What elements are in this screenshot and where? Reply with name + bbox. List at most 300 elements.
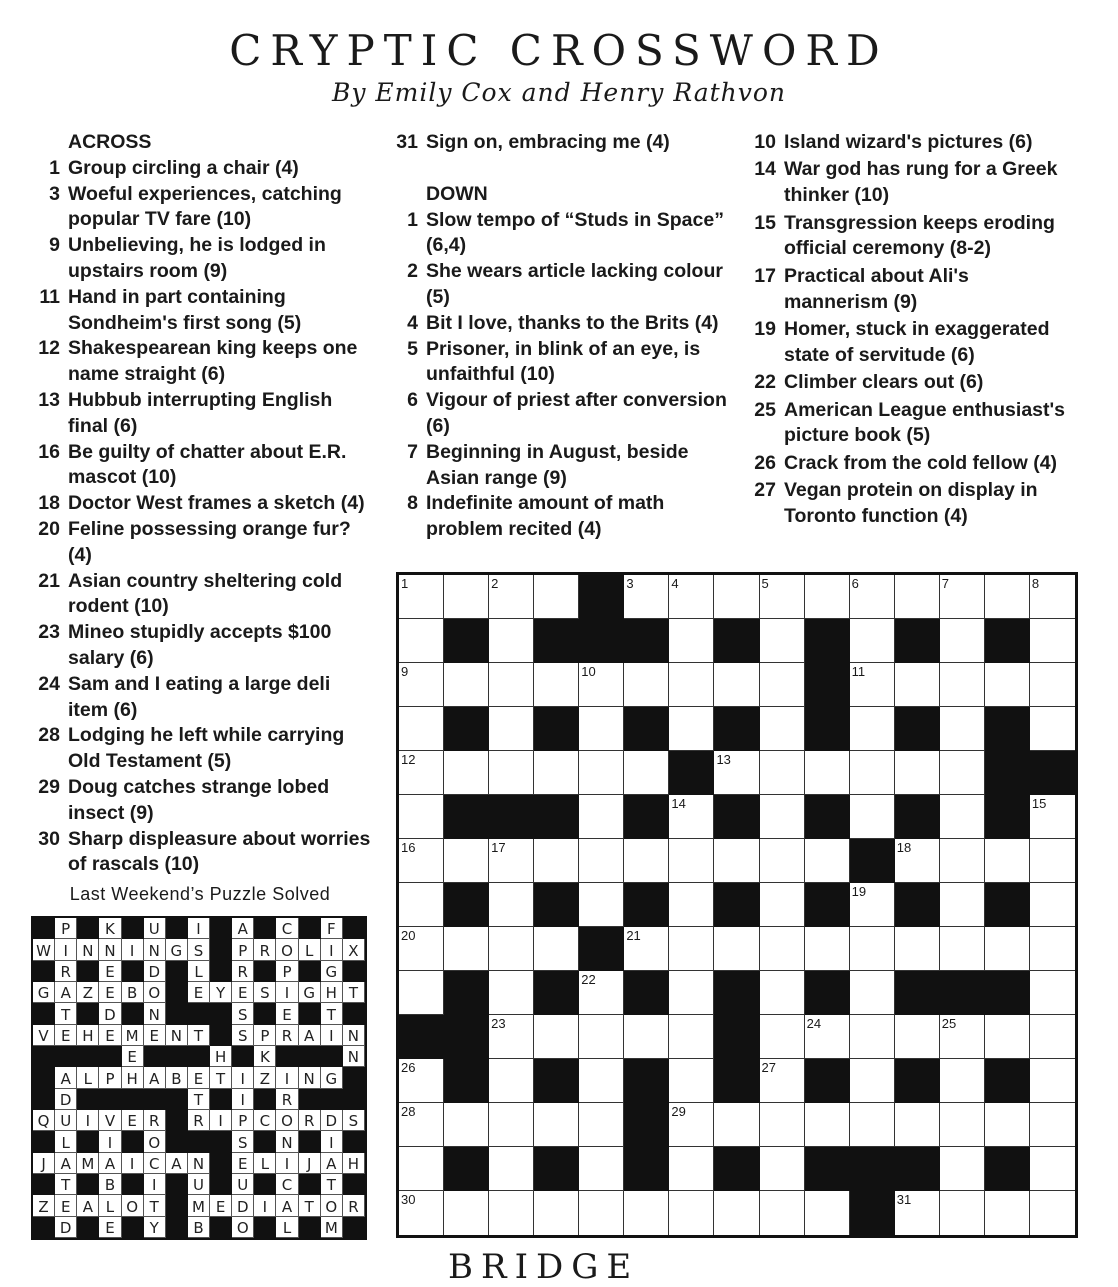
solution-letter-cell: R: [254, 939, 276, 960]
solution-letter-cell: O: [321, 1195, 343, 1216]
grid-cell[interactable]: [985, 663, 1030, 707]
across-clue: [32, 285, 372, 337]
grid-cell[interactable]: [489, 971, 534, 1015]
grid-cell[interactable]: [760, 839, 805, 883]
clues-column-1: [32, 130, 372, 878]
grid-cell[interactable]: [669, 663, 714, 707]
grid-black-cell: [805, 619, 850, 663]
solution-letter-cell: V: [33, 1025, 55, 1046]
clue-text: Practical about Ali's mannerism (9): [784, 264, 969, 313]
solution-letter-cell: O: [122, 1195, 144, 1216]
grid-cell[interactable]: [579, 751, 624, 795]
solution-letter-cell: A: [144, 1067, 166, 1088]
grid-cell[interactable]: [940, 1147, 985, 1191]
grid-cell[interactable]: [850, 795, 895, 839]
down-clue: [390, 440, 730, 492]
grid-cell[interactable]: [399, 883, 444, 927]
grid-cell[interactable]: [534, 575, 579, 619]
grid-cell[interactable]: [489, 619, 534, 663]
grid-cell[interactable]: [444, 839, 489, 883]
across-clue: [32, 827, 372, 879]
grid-cell[interactable]: [399, 663, 444, 707]
grid-cell[interactable]: [760, 1015, 805, 1059]
grid-cell[interactable]: [624, 575, 669, 619]
down-clue: [748, 398, 1078, 450]
grid-cell[interactable]: [1030, 1015, 1075, 1059]
grid-cell[interactable]: [940, 927, 985, 971]
across-clue: [32, 233, 372, 285]
grid-cell[interactable]: [534, 1103, 579, 1147]
clue-text: Homer, stuck in exaggerated state of servitude (6): [784, 317, 1050, 366]
grid-cell[interactable]: [805, 927, 850, 971]
grid-cell[interactable]: [399, 619, 444, 663]
grid-cell[interactable]: [399, 1147, 444, 1191]
grid-cell[interactable]: [850, 707, 895, 751]
grid-cell[interactable]: [805, 839, 850, 883]
grid-cell[interactable]: [399, 575, 444, 619]
grid-cell[interactable]: [760, 927, 805, 971]
clue-text: War god has rung for a Greek thinker (10): [784, 158, 1058, 207]
across-clue: [32, 672, 372, 724]
solution-letter-cell: I: [321, 939, 343, 960]
solution-letter-cell: E: [99, 982, 121, 1003]
solution-black-cell: [299, 1046, 321, 1067]
grid-cell[interactable]: [399, 927, 444, 971]
clue-text: Vegan protein on display in Toronto function (4): [784, 479, 1038, 527]
grid-cell[interactable]: [940, 751, 985, 795]
solution-black-cell: [166, 982, 188, 1003]
grid-cell[interactable]: [534, 751, 579, 795]
grid-cell[interactable]: [399, 971, 444, 1015]
grid-cell[interactable]: [760, 707, 805, 751]
solution-black-cell: [77, 1089, 99, 1110]
grid-cell[interactable]: [489, 927, 534, 971]
grid-cell-number: 28: [401, 1104, 416, 1119]
solution-letter-cell: L: [299, 939, 321, 960]
grid-cell[interactable]: [534, 927, 579, 971]
grid-cell[interactable]: [985, 1191, 1030, 1235]
grid-cell[interactable]: [760, 575, 805, 619]
grid-cell[interactable]: [940, 839, 985, 883]
across-clue: [32, 569, 372, 621]
grid-cell-number: 25: [941, 1016, 957, 1031]
grid-cell[interactable]: [399, 1191, 444, 1235]
grid-cell[interactable]: [669, 839, 714, 883]
grid-black-cell: [399, 1015, 444, 1059]
page-title: CRYPTIC CROSSWORD: [229, 26, 889, 75]
grid-black-cell: [985, 795, 1030, 839]
solution-black-cell: [33, 1089, 55, 1110]
grid-cell[interactable]: [669, 1059, 714, 1103]
grid-cell[interactable]: [489, 883, 534, 927]
clue-text: Doctor West frames a sketch (4): [68, 492, 365, 515]
solution-black-cell: [321, 1046, 343, 1067]
grid-black-cell: [579, 619, 624, 663]
grid-cell[interactable]: [534, 839, 579, 883]
clue-number: 30: [38, 827, 60, 850]
solution-black-cell: [166, 1089, 188, 1110]
grid-cell[interactable]: [669, 1015, 714, 1059]
grid-cell[interactable]: [624, 751, 669, 795]
solution-letter-cell: E: [122, 1110, 144, 1131]
solution-letter-cell: E: [55, 1195, 77, 1216]
grid-cell[interactable]: [624, 663, 669, 707]
grid-black-cell: [714, 619, 759, 663]
solution-black-cell: [33, 961, 55, 982]
grid-cell[interactable]: [940, 663, 985, 707]
grid-cell-number: 31: [896, 1192, 912, 1207]
grid-cell[interactable]: [850, 883, 895, 927]
grid-cell[interactable]: [579, 883, 624, 927]
grid-cell[interactable]: [489, 839, 534, 883]
solution-black-cell: [299, 1003, 321, 1024]
solution-letter-cell: S: [343, 1110, 365, 1131]
grid-cell[interactable]: [805, 1191, 850, 1235]
grid-cell[interactable]: [985, 575, 1030, 619]
solution-black-cell: [77, 1131, 99, 1152]
grid-cell[interactable]: [1030, 839, 1075, 883]
solution-letter-cell: N: [166, 1025, 188, 1046]
grid-cell[interactable]: [444, 1191, 489, 1235]
grid-cell[interactable]: [444, 575, 489, 619]
solution-black-cell: [343, 1067, 365, 1088]
grid-cell[interactable]: [579, 1103, 624, 1147]
grid-cell[interactable]: [624, 839, 669, 883]
grid-cell-number: 23: [491, 1016, 506, 1031]
grid-cell[interactable]: [805, 751, 850, 795]
grid-cell[interactable]: [850, 971, 895, 1015]
solution-letter-cell: Z: [33, 1195, 55, 1216]
grid-cell[interactable]: [985, 1015, 1030, 1059]
grid-cell[interactable]: [669, 971, 714, 1015]
grid-cell[interactable]: [489, 1191, 534, 1235]
grid-cell[interactable]: [1030, 1103, 1075, 1147]
grid-cell[interactable]: [579, 1015, 624, 1059]
solution-letter-cell: T: [321, 1003, 343, 1024]
grid-black-cell: [850, 1147, 895, 1191]
grid-cell[interactable]: [1030, 971, 1075, 1015]
grid-cell[interactable]: [399, 751, 444, 795]
solution-letter-cell: P: [254, 1025, 276, 1046]
grid-cell[interactable]: [760, 971, 805, 1015]
grid-cell[interactable]: [760, 751, 805, 795]
grid-cell[interactable]: [579, 663, 624, 707]
grid-cell[interactable]: [399, 707, 444, 751]
grid-cell[interactable]: [760, 1191, 805, 1235]
grid-cell[interactable]: [1030, 619, 1075, 663]
grid-cell[interactable]: [534, 663, 579, 707]
grid-cell[interactable]: [1030, 663, 1075, 707]
solution-black-cell: [232, 1046, 254, 1067]
across-clue: [32, 723, 372, 775]
solution-letter-cell: M: [122, 1025, 144, 1046]
across-clue: [32, 440, 372, 492]
solution-black-cell: [188, 1131, 210, 1152]
grid-cell[interactable]: [895, 1103, 940, 1147]
solution-black-cell: [343, 1131, 365, 1152]
grid-cell[interactable]: [940, 1015, 985, 1059]
solution-black-cell: [254, 1003, 276, 1024]
clue-number: 14: [754, 158, 776, 181]
grid-cell-number: 8: [1031, 576, 1040, 591]
grid-cell[interactable]: [714, 663, 759, 707]
grid-cell[interactable]: [850, 1059, 895, 1103]
clue-number: 1: [49, 156, 60, 179]
grid-cell[interactable]: [805, 1103, 850, 1147]
grid-cell[interactable]: [534, 1015, 579, 1059]
solution-letter-cell: V: [99, 1110, 121, 1131]
clue-number: 6: [407, 389, 418, 412]
grid-cell[interactable]: [850, 575, 895, 619]
grid-black-cell: [714, 1147, 759, 1191]
solution-letter-cell: R: [188, 1110, 210, 1131]
grid-cell[interactable]: [985, 927, 1030, 971]
clue-number: 29: [38, 775, 60, 798]
solution-black-cell: [343, 918, 365, 939]
grid-cell[interactable]: [669, 1191, 714, 1235]
solution-black-cell: [122, 1217, 144, 1238]
grid-cell[interactable]: [850, 663, 895, 707]
grid-cell[interactable]: [714, 751, 759, 795]
down-clue: [748, 130, 1078, 156]
grid-cell[interactable]: [940, 1059, 985, 1103]
grid-cell[interactable]: [850, 1103, 895, 1147]
grid-cell[interactable]: [489, 1015, 534, 1059]
grid-cell[interactable]: [1030, 707, 1075, 751]
solution-letter-cell: A: [99, 1153, 121, 1174]
grid-cell[interactable]: [1030, 1059, 1075, 1103]
grid-cell[interactable]: [579, 1147, 624, 1191]
solution-letter-cell: Q: [33, 1110, 55, 1131]
solution-letter-cell: I: [210, 1110, 232, 1131]
grid-black-cell: [624, 1059, 669, 1103]
grid-cell[interactable]: [444, 1103, 489, 1147]
grid-cell[interactable]: [624, 1015, 669, 1059]
grid-cell[interactable]: [399, 1059, 444, 1103]
solution-letter-cell: G: [321, 961, 343, 982]
grid-cell[interactable]: [1030, 883, 1075, 927]
solution-black-cell: [122, 1003, 144, 1024]
solution-letter-cell: N: [343, 1046, 365, 1067]
grid-cell[interactable]: [714, 1103, 759, 1147]
grid-cell[interactable]: [760, 663, 805, 707]
grid-cell[interactable]: [579, 971, 624, 1015]
clue-text: Sam and I eating a large deli item (6): [68, 672, 331, 721]
solution-black-cell: [122, 918, 144, 939]
solution-letter-cell: H: [77, 1025, 99, 1046]
across-clue: [32, 182, 372, 234]
grid-cell[interactable]: [940, 795, 985, 839]
grid-cell[interactable]: [1030, 927, 1075, 971]
clue-number: 18: [38, 492, 60, 515]
grid-cell[interactable]: [669, 1103, 714, 1147]
grid-cell[interactable]: [579, 1059, 624, 1103]
solution-letter-cell: S: [254, 982, 276, 1003]
grid-cell[interactable]: [444, 751, 489, 795]
grid-cell[interactable]: [714, 575, 759, 619]
clue-text: Transgression keeps eroding official ceremony (8-2): [784, 211, 1055, 260]
grid-black-cell: [714, 795, 759, 839]
solution-letter-cell: C: [276, 918, 298, 939]
grid-black-cell: [805, 1147, 850, 1191]
solution-black-cell: [77, 1003, 99, 1024]
grid-cell[interactable]: [985, 1103, 1030, 1147]
solution-letter-cell: S: [232, 1131, 254, 1152]
grid-cell[interactable]: [760, 1103, 805, 1147]
grid-cell[interactable]: [940, 619, 985, 663]
solution-letter-cell: H: [122, 1067, 144, 1088]
solution-black-cell: [33, 1217, 55, 1238]
grid-cell[interactable]: [669, 619, 714, 663]
grid-cell-number: 6: [851, 576, 859, 591]
grid-cell[interactable]: [624, 1191, 669, 1235]
grid-cell[interactable]: [895, 751, 940, 795]
grid-cell[interactable]: [1030, 1191, 1075, 1235]
grid-cell[interactable]: [895, 927, 940, 971]
grid-black-cell: [985, 883, 1030, 927]
solution-letter-cell: Y: [210, 982, 232, 1003]
grid-cell[interactable]: [850, 751, 895, 795]
clue-text: American League enthusiast's picture book (5): [784, 398, 1065, 447]
solution-letter-cell: D: [232, 1195, 254, 1216]
grid-cell[interactable]: [895, 575, 940, 619]
grid-cell[interactable]: [1030, 795, 1075, 839]
solution-black-cell: [321, 1089, 343, 1110]
grid-cell[interactable]: [1030, 1147, 1075, 1191]
solution-letter-cell: G: [166, 939, 188, 960]
grid-cell[interactable]: [895, 663, 940, 707]
solution-black-cell: [210, 1089, 232, 1110]
grid-black-cell: [895, 1147, 940, 1191]
grid-cell[interactable]: [895, 1015, 940, 1059]
grid-cell[interactable]: [624, 927, 669, 971]
grid-cell[interactable]: [444, 927, 489, 971]
grid-cell[interactable]: [850, 1015, 895, 1059]
grid-cell[interactable]: [940, 575, 985, 619]
grid-black-cell: [850, 839, 895, 883]
grid-cell[interactable]: [760, 883, 805, 927]
grid-cell[interactable]: [714, 927, 759, 971]
grid-cell[interactable]: [579, 795, 624, 839]
grid-cell[interactable]: [805, 1015, 850, 1059]
grid-cell[interactable]: [895, 1191, 940, 1235]
solution-letter-cell: Y: [144, 1217, 166, 1238]
solution-letter-cell: S: [232, 1025, 254, 1046]
solution-letter-cell: E: [122, 1046, 144, 1067]
grid-cell[interactable]: [850, 619, 895, 663]
solution-letter-cell: I: [77, 1110, 99, 1131]
crossword-grid[interactable]: [396, 572, 1078, 1238]
grid-cell-number: 13: [716, 752, 731, 767]
clue-text: Be guilty of chatter about E.R. mascot (10): [68, 440, 347, 489]
solution-black-cell: [144, 1046, 166, 1067]
grid-cell[interactable]: [669, 795, 714, 839]
solution-letter-cell: A: [166, 1153, 188, 1174]
grid-cell[interactable]: [940, 707, 985, 751]
solution-letter-cell: G: [33, 982, 55, 1003]
grid-cell[interactable]: [760, 795, 805, 839]
grid-black-cell: [624, 1103, 669, 1147]
grid-cell-number: 14: [671, 796, 686, 811]
grid-cell[interactable]: [489, 663, 534, 707]
grid-cell[interactable]: [534, 1191, 579, 1235]
grid-cell[interactable]: [940, 1103, 985, 1147]
grid-cell[interactable]: [579, 1191, 624, 1235]
solution-letter-cell: L: [254, 1153, 276, 1174]
grid-cell[interactable]: [1030, 575, 1075, 619]
clue-number: 7: [407, 440, 418, 463]
grid-cell[interactable]: [714, 1191, 759, 1235]
grid-cell[interactable]: [985, 839, 1030, 883]
grid-cell[interactable]: [760, 619, 805, 663]
solution-letter-cell: M: [77, 1153, 99, 1174]
grid-cell[interactable]: [489, 751, 534, 795]
grid-black-cell: [714, 971, 759, 1015]
grid-cell[interactable]: [399, 1103, 444, 1147]
grid-cell[interactable]: [579, 707, 624, 751]
grid-cell[interactable]: [489, 1147, 534, 1191]
solution-letter-cell: I: [122, 1153, 144, 1174]
solution-letter-cell: C: [254, 1110, 276, 1131]
grid-cell-number: 30: [401, 1192, 416, 1207]
solution-black-cell: [254, 1131, 276, 1152]
grid-cell[interactable]: [805, 575, 850, 619]
grid-cell[interactable]: [940, 883, 985, 927]
grid-cell[interactable]: [669, 927, 714, 971]
solution-letter-cell: I: [99, 1131, 121, 1152]
grid-cell[interactable]: [399, 839, 444, 883]
clue-text: Crack from the cold fellow (4): [784, 451, 1058, 474]
grid-cell[interactable]: [444, 663, 489, 707]
solution-black-cell: [55, 1046, 77, 1067]
solution-black-cell: [188, 1046, 210, 1067]
grid-cell[interactable]: [579, 839, 624, 883]
grid-cell[interactable]: [399, 795, 444, 839]
grid-black-cell: [444, 1059, 489, 1103]
grid-cell[interactable]: [714, 839, 759, 883]
grid-cell[interactable]: [940, 1191, 985, 1235]
grid-black-cell: [895, 883, 940, 927]
grid-cell[interactable]: [489, 575, 534, 619]
grid-black-cell: [805, 707, 850, 751]
grid-cell[interactable]: [489, 1059, 534, 1103]
grid-cell[interactable]: [760, 1059, 805, 1103]
grid-cell[interactable]: [895, 839, 940, 883]
solution-letter-cell: R: [232, 961, 254, 982]
down-heading: DOWN: [426, 182, 488, 205]
grid-cell[interactable]: [850, 927, 895, 971]
grid-cell[interactable]: [669, 1147, 714, 1191]
solution-black-cell: [77, 1174, 99, 1195]
grid-cell[interactable]: [760, 1147, 805, 1191]
clue-text: Woeful experiences, catching popular TV fare (10): [68, 182, 342, 231]
clue-number: 25: [754, 398, 776, 421]
grid-cell[interactable]: [489, 707, 534, 751]
grid-black-cell: [895, 1059, 940, 1103]
clue-text: Hubbub interrupting English final (6): [68, 388, 333, 437]
grid-black-cell: [444, 883, 489, 927]
grid-cell[interactable]: [669, 883, 714, 927]
solution-black-cell: [210, 1003, 232, 1024]
grid-cell[interactable]: [669, 575, 714, 619]
grid-cell[interactable]: [489, 1103, 534, 1147]
grid-cell-number: 4: [671, 576, 679, 591]
grid-cell[interactable]: [669, 707, 714, 751]
solution-letter-cell: E: [99, 1217, 121, 1238]
grid-black-cell: [579, 927, 624, 971]
clue-number: 9: [49, 234, 60, 257]
solution-letter-cell: T: [55, 1174, 77, 1195]
